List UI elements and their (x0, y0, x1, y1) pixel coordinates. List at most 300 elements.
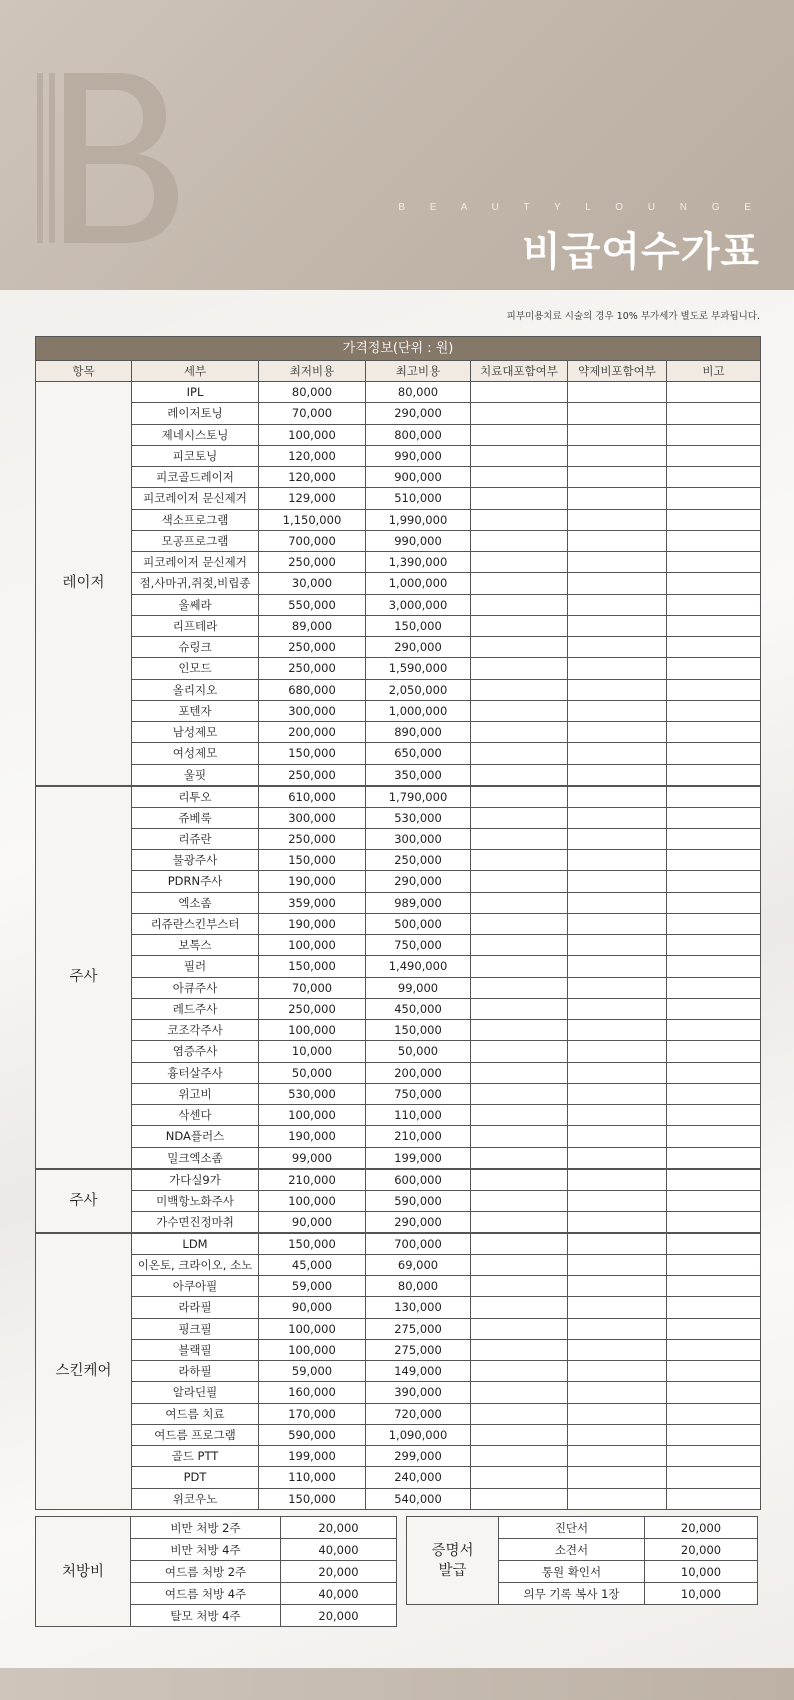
drug-included-cell (568, 1211, 667, 1233)
treatment-included-cell (471, 956, 568, 977)
category-cell: 스킨케어 (36, 1233, 132, 1510)
treatment-included-cell (471, 424, 568, 445)
brand-subtitle: B E A U T Y L O U N G E (398, 202, 762, 213)
footer-band (0, 1668, 794, 1700)
max-price-cell: 69,000 (366, 1254, 471, 1275)
table-row (36, 1190, 761, 1211)
treatment-included-cell (471, 935, 568, 956)
remarks-cell (667, 594, 761, 615)
table-row (36, 1126, 761, 1147)
max-price-cell: 890,000 (366, 722, 471, 743)
min-price-cell: 90,000 (259, 1211, 366, 1233)
item-detail-cell: 울핏 (132, 764, 259, 786)
remarks-cell (667, 892, 761, 913)
max-price-cell: 130,000 (366, 1297, 471, 1318)
remarks-cell (667, 1276, 761, 1297)
max-price-cell: 290,000 (366, 403, 471, 424)
remarks-cell (667, 424, 761, 445)
drug-included-cell (568, 552, 667, 573)
max-price-cell: 1,000,000 (366, 700, 471, 721)
max-price-cell: 900,000 (366, 467, 471, 488)
table-row (36, 1211, 761, 1233)
max-price-cell: 450,000 (366, 998, 471, 1019)
item-detail-cell: 위코우노 (132, 1488, 259, 1509)
item-detail-cell: 리투오 (132, 786, 259, 808)
table-row (36, 424, 761, 445)
min-price-cell: 250,000 (259, 637, 366, 658)
prescription-item-cell: 탈모 처방 4주 (131, 1605, 281, 1627)
table-row (36, 573, 761, 594)
certificate-item-cell: 통원 확인서 (499, 1561, 645, 1583)
min-price-cell: 129,000 (259, 488, 366, 509)
table-row (36, 786, 761, 808)
remarks-cell (667, 807, 761, 828)
treatment-included-cell (471, 1403, 568, 1424)
drug-included-cell (568, 658, 667, 679)
max-price-cell: 989,000 (366, 892, 471, 913)
drug-included-cell (568, 1254, 667, 1275)
item-detail-cell: PDT (132, 1467, 259, 1488)
drug-included-cell (568, 467, 667, 488)
min-price-cell: 10,000 (259, 1041, 366, 1062)
treatment-included-cell (471, 998, 568, 1019)
remarks-cell (667, 1254, 761, 1275)
drug-included-cell (568, 1041, 667, 1062)
table-row (407, 1517, 758, 1539)
max-price-cell: 720,000 (366, 1403, 471, 1424)
item-detail-cell: 핑크필 (132, 1318, 259, 1339)
max-price-cell: 290,000 (366, 1211, 471, 1233)
drug-included-cell (568, 530, 667, 551)
table-row (36, 871, 761, 892)
item-detail-cell: 밀크엑소좀 (132, 1147, 259, 1169)
item-detail-cell: 코조각주사 (132, 1020, 259, 1041)
min-price-cell: 89,000 (259, 615, 366, 636)
min-price-cell: 530,000 (259, 1083, 366, 1104)
drug-included-cell (568, 998, 667, 1019)
table-row (36, 467, 761, 488)
max-price-cell: 700,000 (366, 1233, 471, 1255)
min-price-cell: 50,000 (259, 1062, 366, 1083)
treatment-included-cell (471, 552, 568, 573)
item-detail-cell: 보톡스 (132, 935, 259, 956)
item-detail-cell: 레드주사 (132, 998, 259, 1019)
remarks-cell (667, 1424, 761, 1445)
min-price-cell: 80,000 (259, 382, 366, 403)
min-price-cell: 160,000 (259, 1382, 366, 1403)
drug-included-cell (568, 1297, 667, 1318)
treatment-included-cell (471, 530, 568, 551)
item-detail-cell: 점,사마귀,쥐젖,비립종 (132, 573, 259, 594)
drug-included-cell (568, 637, 667, 658)
drug-included-cell (568, 1083, 667, 1104)
item-detail-cell: 모공프로그램 (132, 530, 259, 551)
max-price-cell: 530,000 (366, 807, 471, 828)
item-detail-cell: 골드 PTT (132, 1446, 259, 1467)
table-row (36, 1254, 761, 1275)
column-header: 비고 (667, 361, 761, 382)
column-header: 최고비용 (366, 361, 471, 382)
item-detail-cell: 리쥬란 (132, 828, 259, 849)
category-cell (407, 1517, 499, 1605)
max-price-cell: 200,000 (366, 1062, 471, 1083)
category-cell: 레이저 (36, 382, 132, 786)
max-price-cell: 199,000 (366, 1147, 471, 1169)
drug-included-cell (568, 892, 667, 913)
table-row (36, 1403, 761, 1424)
remarks-cell (667, 1297, 761, 1318)
table-row (36, 679, 761, 700)
drug-included-cell (568, 615, 667, 636)
table-row (36, 658, 761, 679)
treatment-included-cell (471, 1190, 568, 1211)
max-price-cell: 150,000 (366, 615, 471, 636)
item-detail-cell: 피코골드레이저 (132, 467, 259, 488)
vat-notice: 피부미용치료 시술의 경우 10% 부가세가 별도로 부과됩니다. (506, 311, 760, 322)
item-detail-cell: 올리지오 (132, 679, 259, 700)
drug-included-cell (568, 1233, 667, 1255)
table-row (36, 1105, 761, 1126)
remarks-cell (667, 1105, 761, 1126)
min-price-cell: 550,000 (259, 594, 366, 615)
drug-included-cell (568, 977, 667, 998)
drug-included-cell (568, 871, 667, 892)
treatment-included-cell (471, 1233, 568, 1255)
min-price-cell: 100,000 (259, 1105, 366, 1126)
max-price-cell: 240,000 (366, 1467, 471, 1488)
table-row (36, 403, 761, 424)
table-row (36, 977, 761, 998)
table-row (36, 488, 761, 509)
drug-included-cell (568, 1361, 667, 1382)
item-detail-cell: 라하필 (132, 1361, 259, 1382)
treatment-included-cell (471, 828, 568, 849)
treatment-included-cell (471, 722, 568, 743)
treatment-included-cell (471, 679, 568, 700)
table-row (36, 1041, 761, 1062)
drug-included-cell (568, 1382, 667, 1403)
min-price-cell: 200,000 (259, 722, 366, 743)
max-price-cell: 750,000 (366, 1083, 471, 1104)
table-row (36, 1318, 761, 1339)
min-price-cell: 250,000 (259, 828, 366, 849)
max-price-cell: 990,000 (366, 530, 471, 551)
item-detail-cell: 피코레이저 문신제거 (132, 552, 259, 573)
max-price-cell: 290,000 (366, 871, 471, 892)
min-price-cell: 250,000 (259, 998, 366, 1019)
max-price-cell: 1,090,000 (366, 1424, 471, 1445)
remarks-cell (667, 467, 761, 488)
treatment-included-cell (471, 1147, 568, 1169)
item-detail-cell: 엑소좀 (132, 892, 259, 913)
remarks-cell (667, 1062, 761, 1083)
remarks-cell (667, 552, 761, 573)
table-row (36, 1062, 761, 1083)
min-price-cell: 700,000 (259, 530, 366, 551)
table-row (36, 700, 761, 721)
max-price-cell: 299,000 (366, 1446, 471, 1467)
remarks-cell (667, 935, 761, 956)
drug-included-cell (568, 722, 667, 743)
prescription-price-cell: 20,000 (281, 1605, 397, 1627)
min-price-cell: 120,000 (259, 445, 366, 466)
drug-included-cell (568, 509, 667, 530)
drug-included-cell (568, 1126, 667, 1147)
remarks-cell (667, 1446, 761, 1467)
min-price-cell: 90,000 (259, 1297, 366, 1318)
max-price-cell: 80,000 (366, 1276, 471, 1297)
table-row (36, 509, 761, 530)
remarks-cell (667, 403, 761, 424)
column-header: 약제비포함여부 (568, 361, 667, 382)
treatment-included-cell (471, 573, 568, 594)
min-price-cell: 70,000 (259, 403, 366, 424)
max-price-cell: 510,000 (366, 488, 471, 509)
remarks-cell (667, 1361, 761, 1382)
drug-included-cell (568, 786, 667, 808)
min-price-cell: 70,000 (259, 977, 366, 998)
item-detail-cell: IPL (132, 382, 259, 403)
item-detail-cell: 인모드 (132, 658, 259, 679)
remarks-cell (667, 956, 761, 977)
remarks-cell (667, 445, 761, 466)
item-detail-cell: 제네시스토닝 (132, 424, 259, 445)
drug-included-cell (568, 1276, 667, 1297)
remarks-cell (667, 488, 761, 509)
prescription-price-cell: 20,000 (281, 1561, 397, 1583)
remarks-cell (667, 913, 761, 934)
drug-included-cell (568, 1467, 667, 1488)
max-price-cell: 600,000 (366, 1169, 471, 1191)
min-price-cell: 680,000 (259, 679, 366, 700)
min-price-cell: 150,000 (259, 956, 366, 977)
item-detail-cell: 블랙필 (132, 1339, 259, 1360)
item-detail-cell: 아쿠아필 (132, 1276, 259, 1297)
table-row (36, 1382, 761, 1403)
table-row (36, 1467, 761, 1488)
treatment-included-cell (471, 1297, 568, 1318)
remarks-cell (667, 786, 761, 808)
treatment-included-cell (471, 615, 568, 636)
min-price-cell: 250,000 (259, 764, 366, 786)
drug-included-cell (568, 403, 667, 424)
remarks-cell (667, 530, 761, 551)
remarks-cell (667, 615, 761, 636)
max-price-cell: 110,000 (366, 1105, 471, 1126)
min-price-cell: 99,000 (259, 1147, 366, 1169)
table-row (36, 1276, 761, 1297)
item-detail-cell: 피코레이저 문신제거 (132, 488, 259, 509)
max-price-cell: 1,490,000 (366, 956, 471, 977)
table-row (36, 1020, 761, 1041)
min-price-cell: 300,000 (259, 700, 366, 721)
drug-included-cell (568, 1403, 667, 1424)
treatment-included-cell (471, 807, 568, 828)
remarks-cell (667, 1126, 761, 1147)
price-table (35, 336, 761, 1510)
drug-included-cell (568, 594, 667, 615)
max-price-cell: 650,000 (366, 743, 471, 764)
treatment-included-cell (471, 913, 568, 934)
min-price-cell: 59,000 (259, 1276, 366, 1297)
prescription-price-cell: 20,000 (281, 1517, 397, 1539)
table-row (36, 530, 761, 551)
treatment-included-cell (471, 1446, 568, 1467)
certificate-item-cell: 소견서 (499, 1539, 645, 1561)
max-price-cell: 800,000 (366, 424, 471, 445)
drug-included-cell (568, 1318, 667, 1339)
table-row (36, 1147, 761, 1169)
treatment-included-cell (471, 1126, 568, 1147)
remarks-cell (667, 1318, 761, 1339)
max-price-cell: 50,000 (366, 1041, 471, 1062)
table-row (36, 828, 761, 849)
min-price-cell: 100,000 (259, 1318, 366, 1339)
max-price-cell: 1,000,000 (366, 573, 471, 594)
header-banner (0, 0, 794, 290)
certificate-table (406, 1516, 758, 1605)
column-header: 치료대포함여부 (471, 361, 568, 382)
table-row (36, 1424, 761, 1445)
category-cell: 주사 (36, 1169, 132, 1233)
min-price-cell: 100,000 (259, 1190, 366, 1211)
price-table-title: 가격정보(단위 : 원) (36, 337, 761, 361)
table-row (36, 1517, 397, 1539)
column-header: 세부 (132, 361, 259, 382)
min-price-cell: 610,000 (259, 786, 366, 808)
category-line: 증명서 (431, 1542, 474, 1559)
min-price-cell: 250,000 (259, 658, 366, 679)
min-price-cell: 250,000 (259, 552, 366, 573)
remarks-cell (667, 679, 761, 700)
remarks-cell (667, 1233, 761, 1255)
drug-included-cell (568, 935, 667, 956)
treatment-included-cell (471, 488, 568, 509)
treatment-included-cell (471, 1276, 568, 1297)
max-price-cell: 1,990,000 (366, 509, 471, 530)
table-row (36, 1361, 761, 1382)
min-price-cell: 150,000 (259, 743, 366, 764)
remarks-cell (667, 1041, 761, 1062)
max-price-cell: 149,000 (366, 1361, 471, 1382)
drug-included-cell (568, 700, 667, 721)
drug-included-cell (568, 424, 667, 445)
remarks-cell (667, 573, 761, 594)
drug-included-cell (568, 1062, 667, 1083)
brand-logo-icon (30, 68, 180, 248)
treatment-included-cell (471, 1020, 568, 1041)
prescription-item-cell: 여드름 처방 4주 (131, 1583, 281, 1605)
remarks-cell (667, 658, 761, 679)
min-price-cell: 210,000 (259, 1169, 366, 1191)
item-detail-cell: LDM (132, 1233, 259, 1255)
prescription-item-cell: 비만 처방 2주 (131, 1517, 281, 1539)
table-row (36, 1233, 761, 1255)
table-row (36, 637, 761, 658)
prescription-item-cell: 비만 처방 4주 (131, 1539, 281, 1561)
remarks-cell (667, 1403, 761, 1424)
item-detail-cell: 물광주사 (132, 850, 259, 871)
remarks-cell (667, 1488, 761, 1509)
drug-included-cell (568, 1190, 667, 1211)
treatment-included-cell (471, 977, 568, 998)
treatment-included-cell (471, 1361, 568, 1382)
drug-included-cell (568, 956, 667, 977)
min-price-cell: 150,000 (259, 1233, 366, 1255)
max-price-cell: 2,050,000 (366, 679, 471, 700)
prescription-price-cell: 40,000 (281, 1583, 397, 1605)
max-price-cell: 80,000 (366, 382, 471, 403)
remarks-cell (667, 743, 761, 764)
drug-included-cell (568, 1424, 667, 1445)
remarks-cell (667, 1339, 761, 1360)
drug-included-cell (568, 1339, 667, 1360)
item-detail-cell: 레이저토닝 (132, 403, 259, 424)
table-row (36, 935, 761, 956)
item-detail-cell: 쥬베룩 (132, 807, 259, 828)
item-detail-cell: 가다실9가 (132, 1169, 259, 1191)
treatment-included-cell (471, 1211, 568, 1233)
drug-included-cell (568, 1488, 667, 1509)
drug-included-cell (568, 1020, 667, 1041)
item-detail-cell: 리프테라 (132, 615, 259, 636)
max-price-cell: 750,000 (366, 935, 471, 956)
column-header: 항목 (36, 361, 132, 382)
treatment-included-cell (471, 382, 568, 403)
remarks-cell (667, 850, 761, 871)
prescription-price-cell: 40,000 (281, 1539, 397, 1561)
treatment-included-cell (471, 658, 568, 679)
remarks-cell (667, 1467, 761, 1488)
treatment-included-cell (471, 509, 568, 530)
remarks-cell (667, 764, 761, 786)
table-row (36, 892, 761, 913)
min-price-cell: 110,000 (259, 1467, 366, 1488)
item-detail-cell: 이온토, 크라이오, 소노 (132, 1254, 259, 1275)
treatment-included-cell (471, 1105, 568, 1126)
drug-included-cell (568, 382, 667, 403)
table-row (36, 1446, 761, 1467)
min-price-cell: 590,000 (259, 1424, 366, 1445)
certificate-price-cell: 20,000 (645, 1539, 758, 1561)
treatment-included-cell (471, 1169, 568, 1191)
table-row (36, 722, 761, 743)
treatment-included-cell (471, 1062, 568, 1083)
item-detail-cell: 울쎄라 (132, 594, 259, 615)
item-detail-cell: NDA플러스 (132, 1126, 259, 1147)
treatment-included-cell (471, 871, 568, 892)
max-price-cell: 990,000 (366, 445, 471, 466)
drug-included-cell (568, 1105, 667, 1126)
table-row (36, 1297, 761, 1318)
treatment-included-cell (471, 1488, 568, 1509)
drug-included-cell (568, 913, 667, 934)
remarks-cell (667, 509, 761, 530)
min-price-cell: 59,000 (259, 1361, 366, 1382)
certificate-item-cell: 의무 기록 복사 1장 (499, 1583, 645, 1605)
item-detail-cell: 삭센다 (132, 1105, 259, 1126)
item-detail-cell: 색소프로그램 (132, 509, 259, 530)
min-price-cell: 100,000 (259, 424, 366, 445)
table-row (36, 850, 761, 871)
min-price-cell: 30,000 (259, 573, 366, 594)
min-price-cell: 120,000 (259, 467, 366, 488)
min-price-cell: 100,000 (259, 935, 366, 956)
item-detail-cell: 가수면진정마취 (132, 1211, 259, 1233)
item-detail-cell: 염증주사 (132, 1041, 259, 1062)
page-title: 비급여수가표 (522, 229, 760, 275)
max-price-cell: 300,000 (366, 828, 471, 849)
